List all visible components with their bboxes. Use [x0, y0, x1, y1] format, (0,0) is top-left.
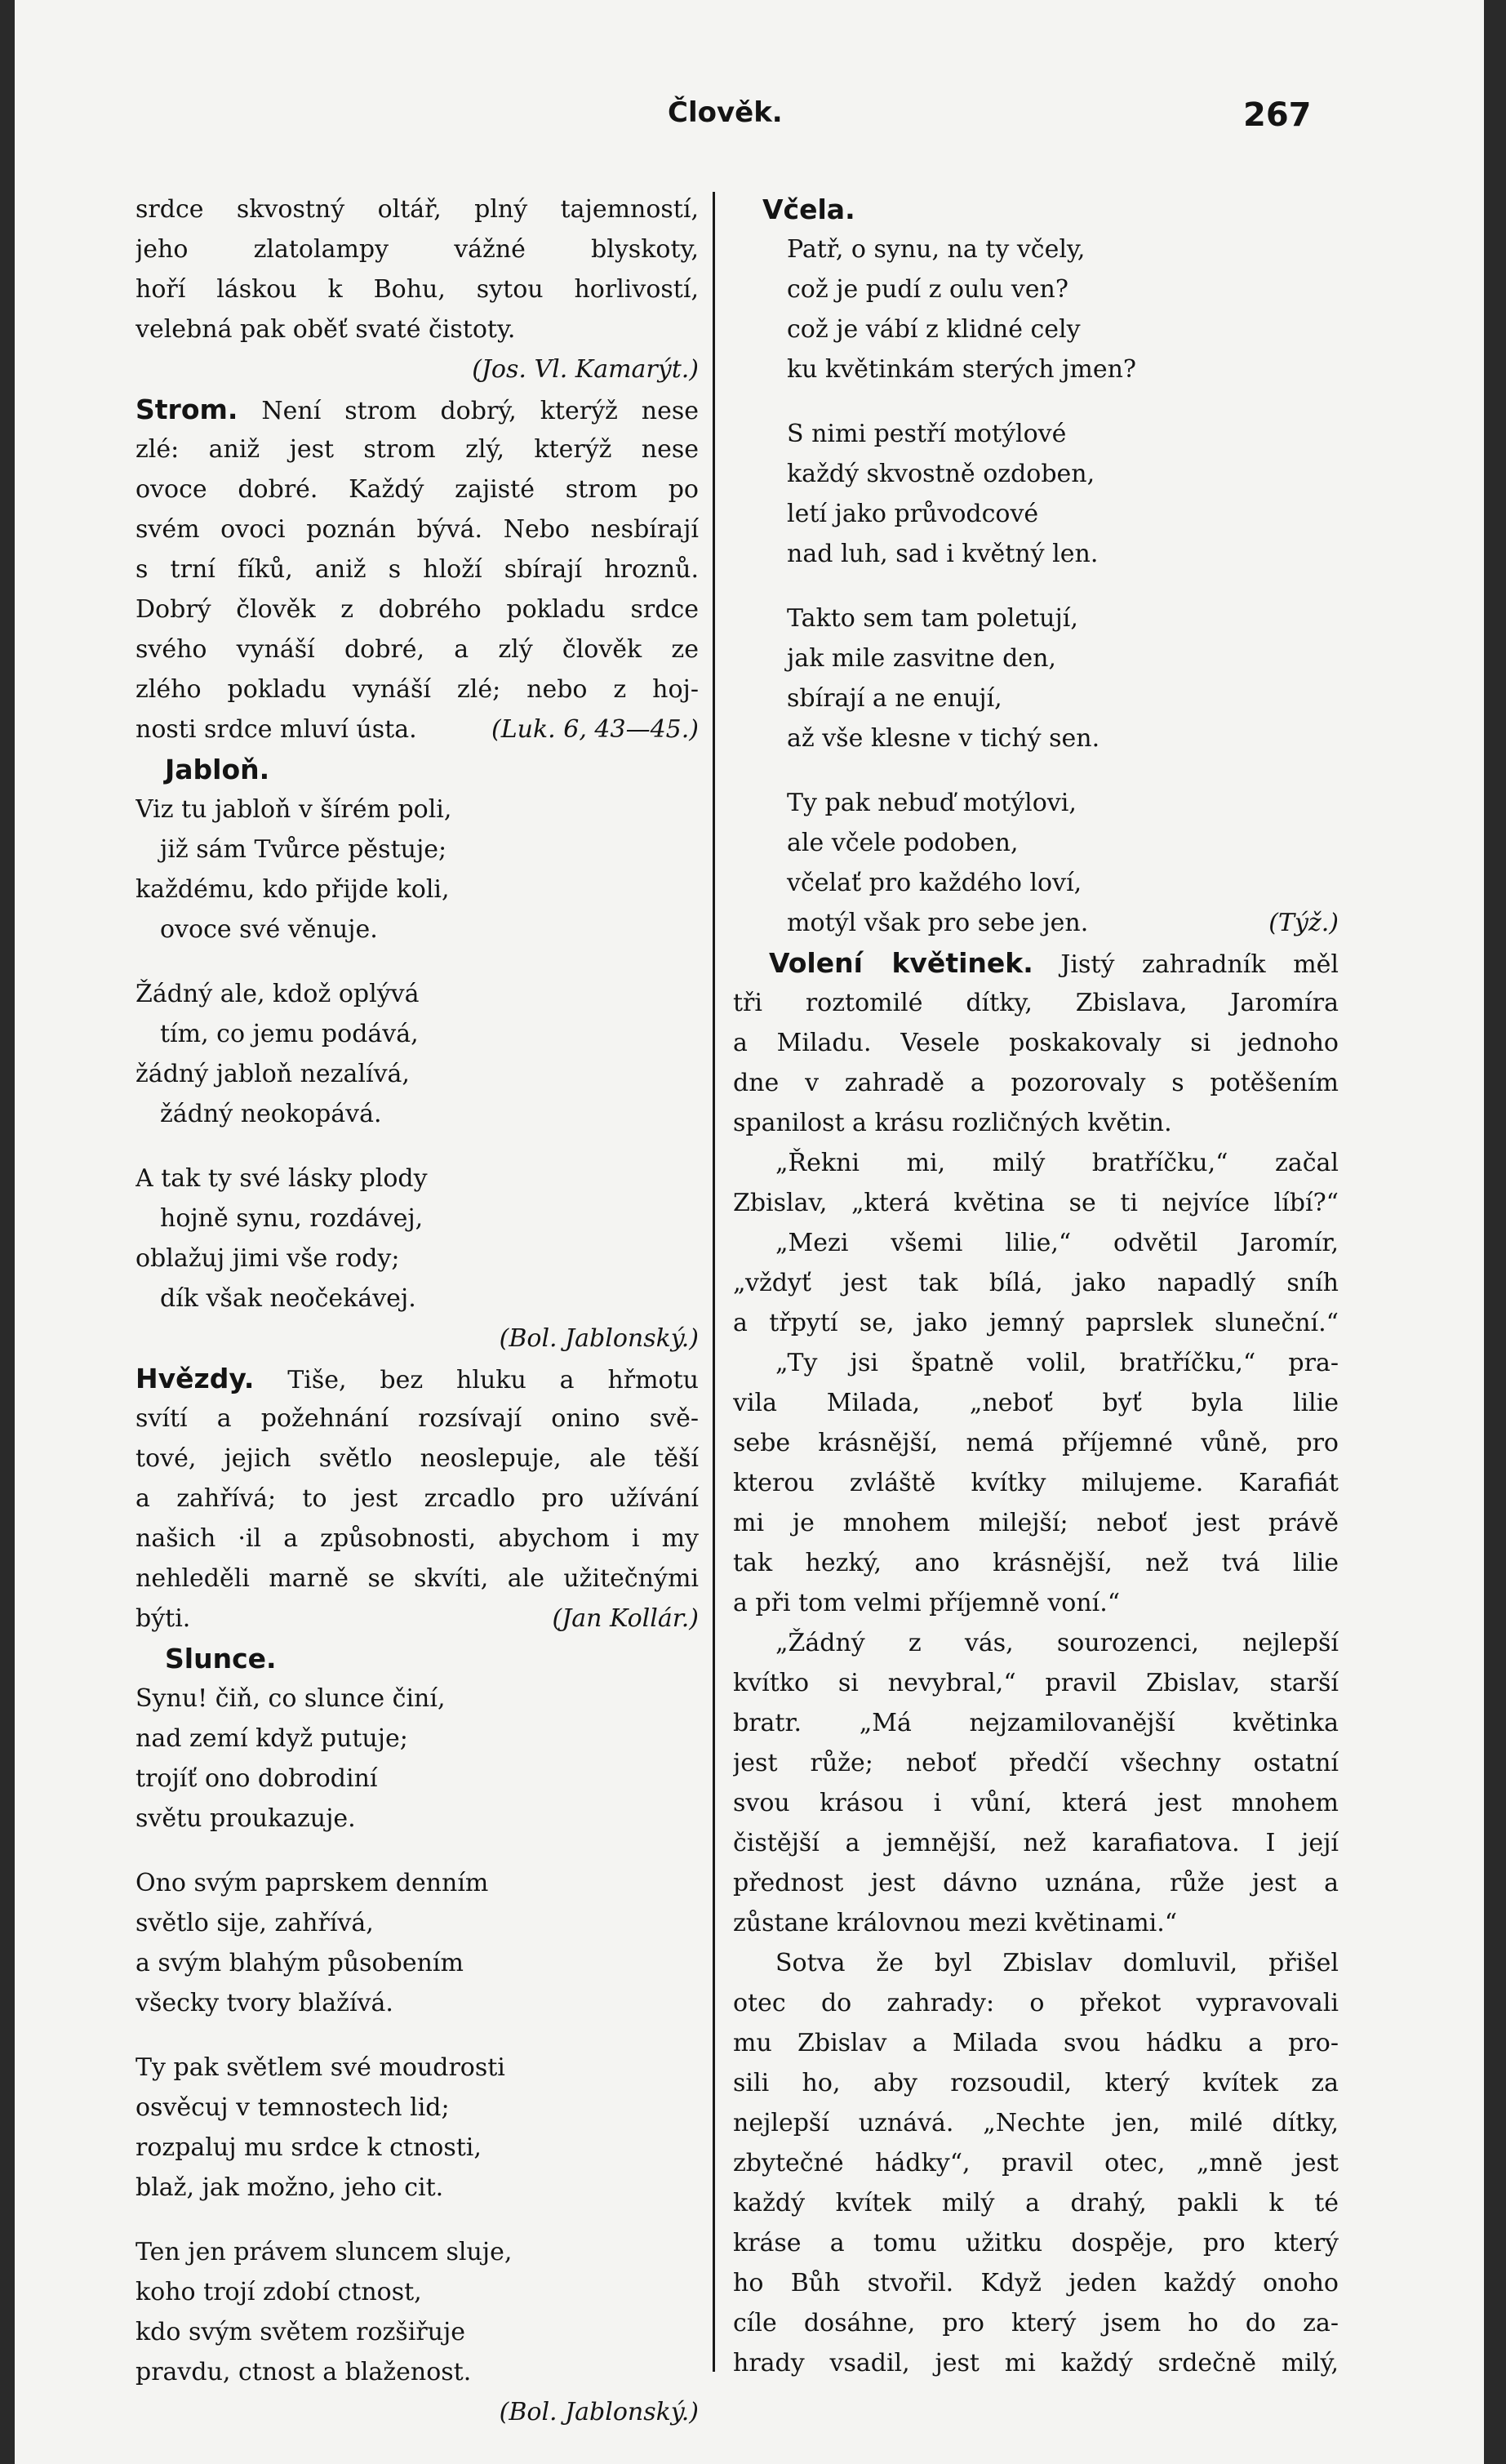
verse-line: žádný jabloň nezalívá,	[135, 1060, 410, 1088]
text-line: jest růže; neboť předčí všechny ostatní	[733, 1749, 1339, 1777]
verse-line: kdo svým světem rozšiřuje	[135, 2318, 466, 2346]
text-line: čistější a jemnější, než karafiatova. I její	[733, 1829, 1339, 1857]
text-line: tak hezký, ano krásnější, než tvá lilie	[733, 1549, 1339, 1577]
text-line: každý kvítek milý a drahý, pakli k té	[733, 2189, 1339, 2217]
verse-line: nad luh, sad i květný len.	[787, 540, 1099, 568]
text-line: hoří láskou k Bohu, sytou horlivostí,	[135, 275, 699, 304]
verse-line: což je vábí z klidné cely	[787, 315, 1081, 344]
source-citation: (Bol. Jablonský.)	[499, 1324, 699, 1353]
verse-line: světlo sije, zahřívá,	[135, 1909, 374, 1937]
verse-line: Synu! čiň, co slunce činí,	[135, 1684, 446, 1713]
section-voleni-kvetinek	[733, 943, 1339, 2383]
text-line: mi je mnohem milejší; neboť jest právě	[733, 1509, 1339, 1537]
verse-line: tím, co jemu podává,	[160, 1020, 419, 1048]
text-line: velebná pak oběť svaté čistoty.	[135, 315, 516, 344]
verse-line: ku květinkám sterých jmen?	[787, 355, 1136, 384]
text-line: bratr. „Má nejzamilovanější květinka	[733, 1709, 1339, 1737]
text-line: ovoce dobré. Každý zajisté strom po	[135, 475, 699, 504]
section-jablon	[135, 749, 699, 1359]
text-line: ho Bůh stvořil. Když jeden každý onoho	[733, 2269, 1339, 2297]
text-line: kráse a tomu užitku dospěje, pro který	[733, 2229, 1339, 2257]
verse-line: každý skvostně ozdoben,	[787, 460, 1095, 488]
section-heading: Volení květinek.	[769, 947, 1033, 979]
text-line: srdce skvostný oltář, plný tajemností,	[135, 195, 699, 224]
right-column	[733, 189, 1339, 2383]
verse-line: Žádný ale, kdož oplývá	[135, 980, 420, 1008]
verse-line: ale včele podoben,	[787, 829, 1019, 857]
verse-line: koho trojí zdobí ctnost,	[135, 2278, 422, 2306]
verse-line: hojně synu, rozdávej,	[160, 1204, 424, 1233]
verse-line: nad zemí když putuje;	[135, 1724, 408, 1753]
verse-line: jak mile zasvitne den,	[787, 644, 1056, 673]
book-page	[15, 0, 1484, 2464]
text-line: Tiše, bez hluku a hřmotu	[254, 1366, 699, 1394]
verse-line: dík však neočekávej.	[160, 1284, 416, 1313]
text-line: otec do zahrady: o překot vypravovali	[733, 1989, 1339, 2017]
text-line: tové, jejich světlo neoslepuje, ale těší	[135, 1444, 699, 1473]
section-vcela	[733, 189, 1339, 943]
text-line: a při tom velmi příjemně voní.“	[733, 1589, 1121, 1617]
text-line: sebe krásnější, nemá příjemné vůně, pro	[733, 1429, 1339, 1457]
verse-line: letí jako průvodcové	[787, 500, 1039, 528]
text-line: a třpytí se, jako jemný paprslek sluneční.“	[733, 1309, 1339, 1337]
verse-line: Patř, o synu, na ty včely,	[787, 235, 1086, 264]
source-citation: (Jos. Vl. Kamarýt.)	[472, 355, 699, 384]
text-line: svém ovoci poznán bývá. Nebo nesbírají	[135, 515, 699, 544]
verse-line: A tak ty své lásky plody	[135, 1164, 428, 1193]
source-citation: (Luk. 6, 43—45.)	[491, 715, 699, 744]
verse-line: což je pudí z oulu ven?	[787, 275, 1068, 304]
verse-line: Ty pak světlem své moudrosti	[135, 2053, 505, 2082]
text-line: zlé: aniž jest strom zlý, kterýž nese	[135, 435, 699, 464]
text-line: hrady vsadil, jest mi každý srdečně milý,	[733, 2349, 1339, 2377]
text-line: Jistý zahradník měl	[1033, 950, 1339, 979]
text-line: cíle dosáhne, pro který jsem ho do za-	[733, 2309, 1339, 2337]
verse-line: oblažuj jimi vše rody;	[135, 1244, 400, 1273]
verse-line: osvěcuj v temnostech lid;	[135, 2093, 450, 2122]
section-heading: Slunce.	[165, 1643, 277, 1675]
text-line: „Mezi všemi lilie,“ odvětil Jaromír,	[775, 1229, 1339, 1257]
verse-line: Ten jen právem sluncem sluje,	[135, 2238, 513, 2266]
verse-line: světu proukazuje.	[135, 1804, 356, 1833]
verse-line: S nimi pestří motýlové	[787, 420, 1067, 448]
verse-line: motýl však pro sebe jen.	[787, 909, 1089, 937]
verse-line: Takto sem tam poletují,	[787, 604, 1078, 633]
text-line: nosti srdce mluví ústa.	[135, 715, 417, 744]
text-line: zbytečné hádky“, pravil otec, „mně jest	[733, 2149, 1339, 2177]
section-hvezdy	[135, 1359, 699, 1639]
text-line: vila Milada, „neboť byť byla lilie	[733, 1389, 1339, 1417]
source-citation: (Jan Kollár.)	[552, 1604, 699, 1633]
text-line: nejlepší uznává. „Nechte jen, milé dítky,	[733, 2109, 1339, 2137]
text-line: Zbislav, „která květina se ti nejvíce líbí?“	[733, 1189, 1339, 1217]
section-heading: Včela.	[762, 193, 855, 225]
section-heading: Jabloň.	[165, 754, 270, 785]
verse-line: pravdu, ctnost a blaženost.	[135, 2358, 472, 2386]
text-line: sili ho, aby rozsoudil, který kvítek za	[733, 2069, 1339, 2097]
text-line: našich ·il a způsobnosti, abychom i my	[135, 1524, 699, 1553]
text-line: a zahřívá; to jest zrcadlo pro užívání	[135, 1484, 699, 1513]
section-heading: Hvězdy.	[135, 1363, 255, 1394]
section-strom	[135, 389, 699, 749]
verse-line: Viz tu jabloň v šírém poli,	[135, 795, 452, 824]
verse-line: a svým blahým působením	[135, 1949, 464, 1977]
section-heading: Strom.	[135, 394, 238, 425]
source-citation: (Bol. Jablonský.)	[499, 2398, 699, 2426]
verse-line: všecky tvory blažívá.	[135, 1989, 393, 2017]
page-number: 267	[1243, 96, 1312, 134]
source-citation: (Týž.)	[1268, 909, 1339, 937]
verse-line: blaž, jak možno, jeho cit.	[135, 2173, 444, 2202]
text-line: zlého pokladu vynáší zlé; nebo z hoj-	[135, 675, 699, 704]
text-line: kvítko si nevybral,“ pravil Zbislav, starší	[733, 1669, 1339, 1697]
section-slunce	[135, 1639, 699, 2432]
running-title: Člověk.	[668, 96, 783, 129]
text-line: jeho zlatolampy vážné blyskoty,	[135, 235, 699, 264]
text-line: tři roztomilé dítky, Zbislava, Jaromíra	[733, 989, 1339, 1017]
text-line: dne v zahradě a pozorovaly s potěšením	[733, 1069, 1339, 1097]
column-divider	[713, 192, 715, 2372]
poem-continuation	[135, 189, 699, 389]
text-line: spanilost a krásu rozličných květin.	[733, 1109, 1172, 1137]
text-line: svého vynáší dobré, a zlý člověk ze	[135, 635, 699, 664]
text-line: býti.	[135, 1604, 191, 1633]
verse-line: žádný neokopává.	[160, 1100, 382, 1128]
left-column	[135, 189, 699, 2432]
text-line: svou krásou i vůní, která jest mnohem	[733, 1789, 1339, 1817]
verse-line: sbírají a ne enují,	[787, 684, 1002, 713]
text-line: „Řekni mi, milý bratříčku,“ začal	[775, 1149, 1339, 1177]
verse-line: až vše klesne v tichý sen.	[787, 724, 1100, 753]
verse-line: ovoce své věnuje.	[160, 915, 378, 944]
page-header	[15, 96, 1484, 137]
text-line: kterou zvláště kvítky milujeme. Karafiát	[733, 1469, 1339, 1497]
text-line: zůstane královnou mezi květinami.“	[733, 1909, 1178, 1937]
text-line: Sotva že byl Zbislav domluvil, přišel	[775, 1949, 1339, 1977]
verse-line: každému, kdo přijde koli,	[135, 875, 450, 904]
verse-line: rozpaluj mu srdce k ctnosti,	[135, 2133, 482, 2162]
text-line: a Miladu. Vesele poskakovaly si jednoho	[733, 1029, 1339, 1057]
verse-line: včelať pro každého loví,	[787, 869, 1082, 897]
text-line: nehleděli marně se skvíti, ale užitečnými	[135, 1564, 699, 1593]
text-line: mu Zbislav a Milada svou hádku a pro-	[733, 2029, 1339, 2057]
text-line: přednost jest dávno uznána, růže jest a	[733, 1869, 1339, 1897]
text-line: „Ty jsi špatně volil, bratříčku,“ pra-	[775, 1349, 1339, 1377]
verse-line: Ty pak nebuď motýlovi,	[787, 789, 1077, 817]
text-line: s trní fíků, aniž s hloží sbírají hroznů.	[135, 555, 699, 584]
text-line: svítí a požehnání rozsívají onino svě-	[135, 1404, 699, 1433]
text-line: Není strom dobrý, kterýž nese	[238, 397, 699, 425]
text-line: Dobrý člověk z dobrého pokladu srdce	[135, 595, 699, 624]
verse-line: trojíť ono dobrodiní	[135, 1764, 378, 1793]
verse-line: Ono svým paprskem denním	[135, 1869, 489, 1897]
text-line: „Žádný z vás, sourozenci, nejlepší	[775, 1629, 1339, 1657]
verse-line: již sám Tvůrce pěstuje;	[160, 835, 447, 864]
text-line: „vždyť jest tak bílá, jako napadlý sníh	[733, 1269, 1339, 1297]
